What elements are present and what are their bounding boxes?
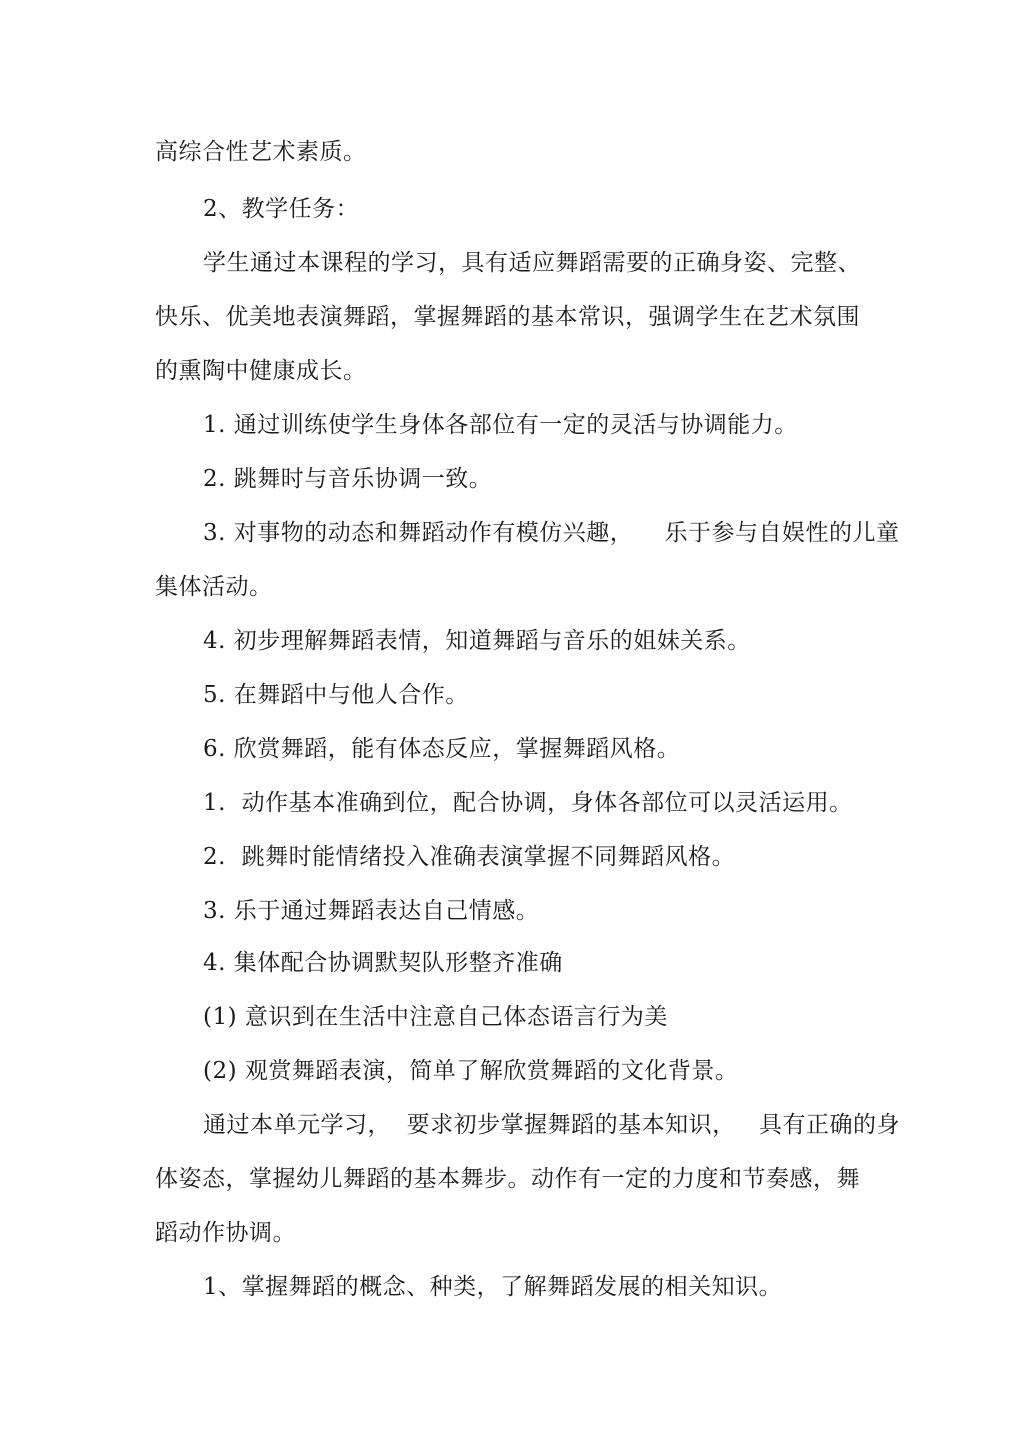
text-line: (2) 观赏舞蹈表演，简单了解欣赏舞蹈的文化背景。 <box>203 1058 739 1084</box>
text-line: 通过本单元学习， 要求初步掌握舞蹈的基本知识， 具有正确的身 <box>203 1112 901 1138</box>
text-line: 4. 初步理解舞蹈表情，知道舞蹈与音乐的姐妹关系。 <box>203 628 751 654</box>
text-line: 2、教学任务： <box>203 196 360 222</box>
text-line: 6. 欣赏舞蹈，能有体态反应，掌握舞蹈风格。 <box>203 736 681 762</box>
text-line: 2. 跳舞时与音乐协调一致。 <box>203 466 493 492</box>
text-line: 蹈动作协调。 <box>155 1220 296 1246</box>
text-line: 集体活动。 <box>155 574 273 600</box>
text-line: 2. 跳舞时能情绪投入准确表演掌握不同舞蹈风格。 <box>203 844 736 870</box>
text-line: 高综合性艺术素质。 <box>155 139 367 165</box>
text-line: 4. 集体配合协调默契队形整齐准确 <box>203 950 563 976</box>
text-line: 3. 对事物的动态和舞蹈动作有模仿兴趣， 乐于参与自娱性的儿童 <box>203 520 900 546</box>
text-line: 3. 乐于通过舞蹈表达自己情感。 <box>203 898 540 924</box>
text-line: 体姿态，掌握幼儿舞蹈的基本舞步。动作有一定的力度和节奏感，舞 <box>155 1166 860 1192</box>
text-line: 学生通过本课程的学习，具有适应舞蹈需要的正确身姿、完整、 <box>203 250 861 276</box>
text-line: 的熏陶中健康成长。 <box>155 358 367 384</box>
text-line: 5. 在舞蹈中与他人合作。 <box>203 682 469 708</box>
text-line: 1. 通过训练使学生身体各部位有一定的灵活与协调能力。 <box>203 412 798 438</box>
text-line: 快乐、优美地表演舞蹈，掌握舞蹈的基本常识，强调学生在艺术氛围 <box>155 304 860 330</box>
text-line: 1. 动作基本准确到位，配合协调，身体各部位可以灵活运用。 <box>203 790 853 816</box>
text-line: (1) 意识到在生活中注意自己体态语言行为美 <box>203 1004 668 1030</box>
text-line: 1、掌握舞蹈的概念、种类，了解舞蹈发展的相关知识。 <box>203 1274 783 1300</box>
